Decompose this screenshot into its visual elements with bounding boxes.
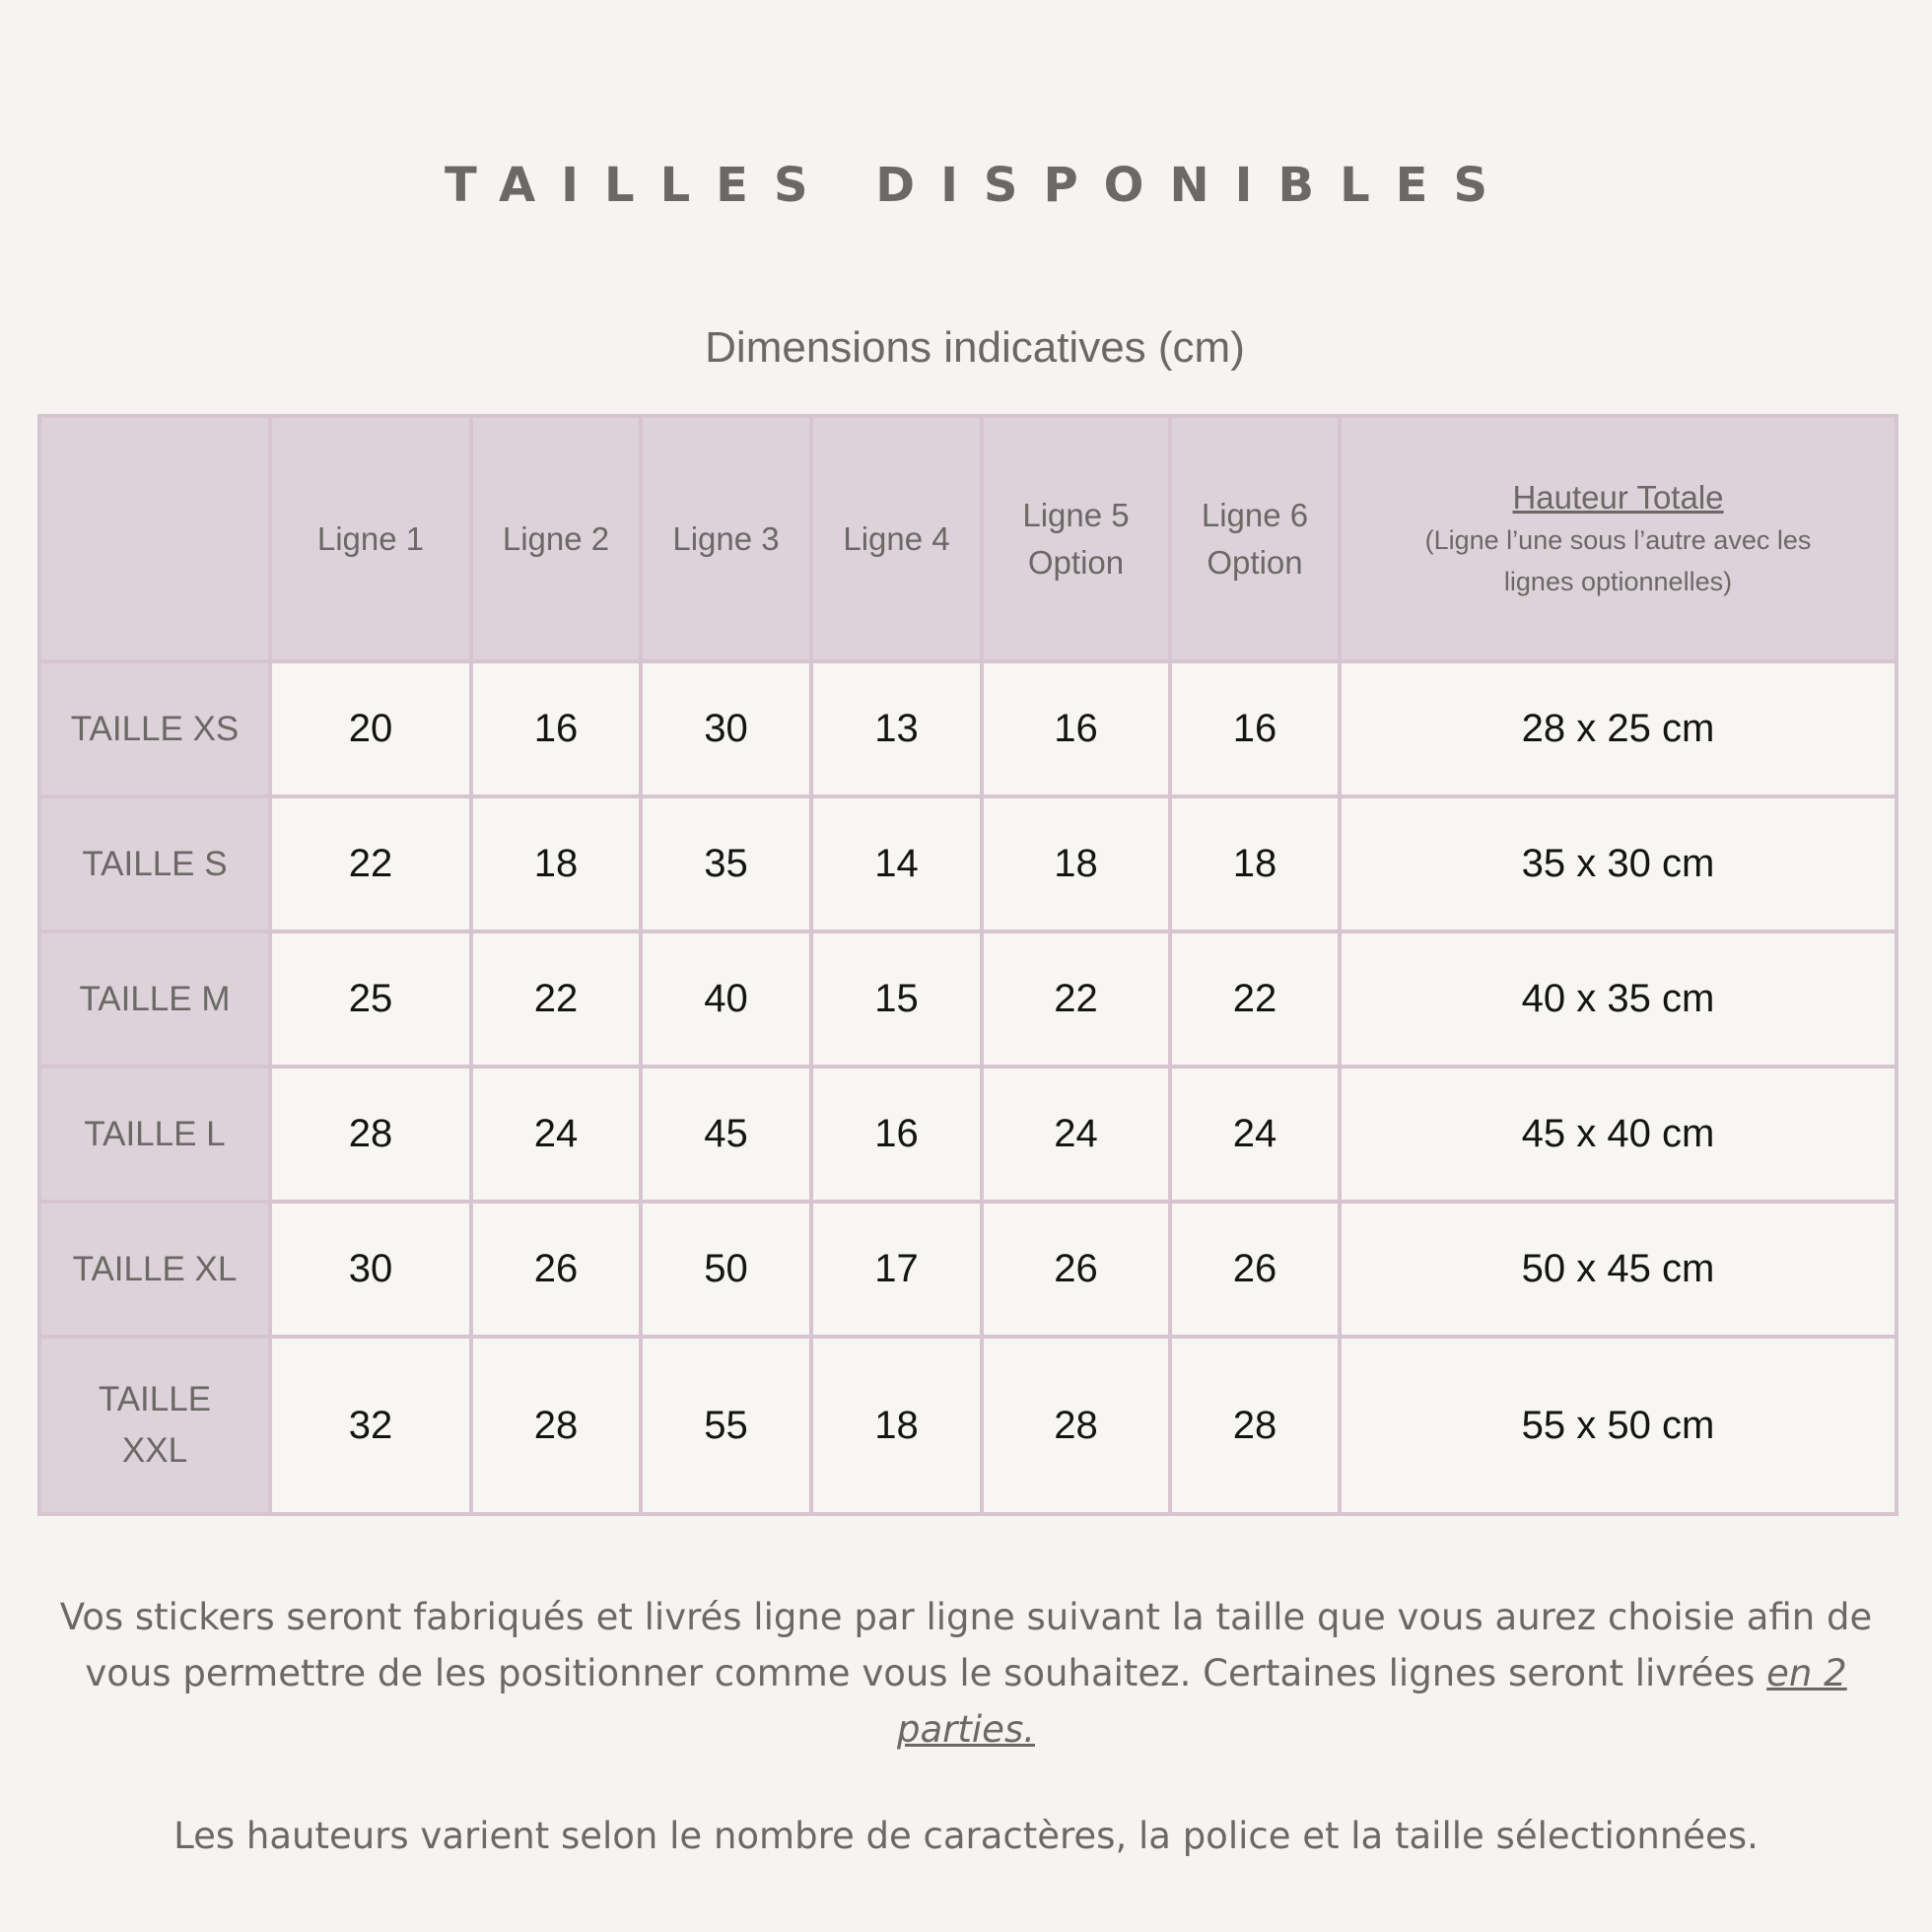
cell-total: 45 x 40 cm xyxy=(1340,1067,1897,1202)
cell-ligne-1: 32 xyxy=(270,1337,471,1514)
cell-ligne-5: 26 xyxy=(982,1202,1170,1337)
table-header-row xyxy=(39,416,1897,661)
cell-ligne-5: 22 xyxy=(982,932,1170,1067)
cell-total: 55 x 50 cm xyxy=(1340,1337,1897,1514)
row-label-line-1: TAILLE xyxy=(98,1380,212,1418)
cell-total: 50 x 45 cm xyxy=(1340,1202,1897,1337)
cell-ligne-2: 22 xyxy=(471,932,641,1067)
cell-ligne-1: 25 xyxy=(270,932,471,1067)
delivery-note-emphasis: en 2 parties. xyxy=(897,1652,1847,1751)
table-row xyxy=(39,1067,1897,1202)
cell-ligne-4: 18 xyxy=(811,1337,982,1514)
cell-ligne-1: 30 xyxy=(270,1202,471,1337)
cell-ligne-2: 28 xyxy=(471,1337,641,1514)
cell-total: 35 x 30 cm xyxy=(1340,796,1897,932)
header-hauteur-totale-note-2: lignes optionnelles) xyxy=(1503,566,1733,596)
cell-ligne-1: 22 xyxy=(270,796,471,932)
header-ligne-6-option: Option xyxy=(1207,543,1303,581)
cell-ligne-2: 16 xyxy=(471,661,641,796)
height-note: Les hauteurs varient selon le nombre de caractères, la police et la taille sélectionnées. xyxy=(173,1815,1759,1857)
cell-ligne-3: 40 xyxy=(641,932,811,1067)
row-label-line-2: XXL xyxy=(121,1431,188,1470)
cell-ligne-2: 24 xyxy=(471,1067,641,1202)
cell-total: 40 x 35 cm xyxy=(1340,932,1897,1067)
cell-ligne-4: 14 xyxy=(811,796,982,932)
cell-total: 28 x 25 cm xyxy=(1340,661,1897,796)
table-row xyxy=(39,661,1897,796)
table-row xyxy=(39,1202,1897,1337)
header-ligne-2: Ligne 2 xyxy=(471,416,641,661)
table-row xyxy=(39,932,1897,1067)
header-ligne-6-label: Ligne 6 xyxy=(1201,496,1309,533)
cell-ligne-6: 24 xyxy=(1170,1067,1340,1202)
table-row xyxy=(39,1337,1897,1514)
table-subtitle: Dimensions indicatives (cm) xyxy=(705,323,1245,372)
header-ligne-5-option: Option xyxy=(1027,543,1125,581)
row-label: TAILLE S xyxy=(39,796,270,932)
delivery-note-text: Vos stickers seront fabriqués et livrés ligne par ligne suivant la taille que vous aurez choisie afin de vous permettre de les positionner comme vous le souhaitez. Certaines lignes seront livrées xyxy=(59,1596,1873,1694)
header-ligne-1: Ligne 1 xyxy=(270,416,471,661)
cell-ligne-5: 16 xyxy=(982,661,1170,796)
cell-ligne-6: 28 xyxy=(1170,1337,1340,1514)
row-label: TAILLE L xyxy=(39,1067,270,1202)
cell-ligne-3: 50 xyxy=(641,1202,811,1337)
page-title: TAILLES DISPONIBLES xyxy=(444,158,1514,213)
row-label xyxy=(39,1337,270,1514)
cell-ligne-5: 24 xyxy=(982,1067,1170,1202)
cell-ligne-1: 20 xyxy=(270,661,471,796)
cell-ligne-3: 30 xyxy=(641,661,811,796)
cell-ligne-6: 18 xyxy=(1170,796,1340,932)
cell-ligne-4: 16 xyxy=(811,1067,982,1202)
cell-ligne-3: 45 xyxy=(641,1067,811,1202)
header-ligne-4: Ligne 4 xyxy=(811,416,982,661)
header-ligne-3: Ligne 3 xyxy=(641,416,811,661)
cell-ligne-3: 35 xyxy=(641,796,811,932)
table-row xyxy=(39,796,1897,932)
cell-ligne-1: 28 xyxy=(270,1067,471,1202)
sizes-table xyxy=(37,414,1898,1516)
row-label: TAILLE XL xyxy=(39,1202,270,1337)
header-hauteur-totale-note-1: (Ligne l’une sous l’autre avec les xyxy=(1424,524,1812,555)
row-label: TAILLE XS xyxy=(39,661,270,796)
cell-ligne-4: 13 xyxy=(811,661,982,796)
cell-ligne-3: 55 xyxy=(641,1337,811,1514)
cell-ligne-5: 18 xyxy=(982,796,1170,932)
cell-ligne-6: 16 xyxy=(1170,661,1340,796)
cell-ligne-6: 26 xyxy=(1170,1202,1340,1337)
header-corner xyxy=(39,416,270,661)
cell-ligne-4: 15 xyxy=(811,932,982,1067)
header-ligne-5-label: Ligne 5 xyxy=(1022,496,1130,533)
row-label: TAILLE M xyxy=(39,932,270,1067)
cell-ligne-2: 26 xyxy=(471,1202,641,1337)
delivery-note xyxy=(16,1589,1916,1758)
cell-ligne-2: 18 xyxy=(471,796,641,932)
cell-ligne-4: 17 xyxy=(811,1202,982,1337)
header-hauteur-totale xyxy=(1340,416,1897,661)
header-hauteur-totale-title: Hauteur Totale xyxy=(1512,478,1724,516)
cell-ligne-6: 22 xyxy=(1170,932,1340,1067)
cell-ligne-5: 28 xyxy=(982,1337,1170,1514)
header-ligne-5 xyxy=(982,416,1170,661)
header-ligne-6 xyxy=(1170,416,1340,661)
